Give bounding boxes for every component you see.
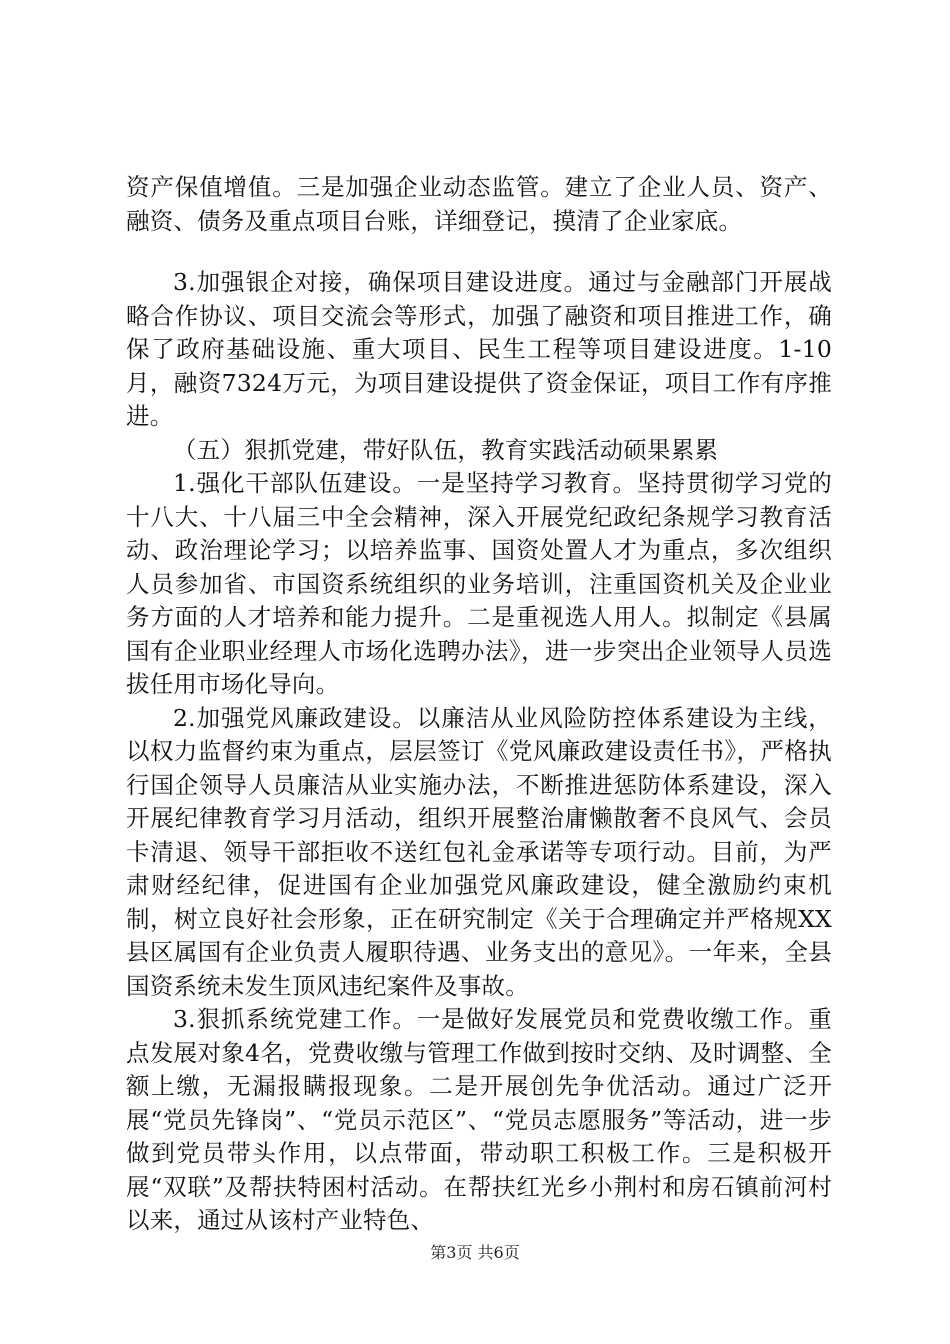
- page-number-footer: 第3页 共6页: [430, 1243, 520, 1262]
- paragraph-continuation: 资产保值增值。三是加强企业动态监管。建立了企业人员、资产、融资、债务及重点项目台账，详细登记，摸清了企业家底。: [126, 173, 832, 235]
- section-heading-party-building: （五）狠抓党建，带好队伍，教育实践活动硕果累累: [173, 435, 719, 464]
- paragraph-cadre-building: 1.强化干部队伍建设。一是坚持学习教育。坚持贯彻学习党的十八大、十八届三中全会精神，深入开展党纪政纪条规学习教育活动、政治理论学习；以培养监事、国资处置人才为重点，多次组织人员参加省、市国资系统组织的业务培训，注重国资机关及企业业务方面的人才培养和能力提升。二是重视选人用人。拟制定《县属国有企业职业经理人市场化选聘办法》，进一步突出企业领导人员选拔任用市场化导向。: [126, 469, 832, 698]
- paragraph-integrity-building: 2.加强党风廉政建设。以廉洁从业风险防控体系建设为主线，以权力监督约束为重点，层层签订《党风廉政建设责任书》，严格执行国企领导人员廉洁从业实施办法，不断推进惩防体系建设，深入开展纪律教育学习月活动，组织开展整治庸懒散奢不良风气、会员卡清退、领导干部拒收不送红包礼金承诺等专项行动。目前，为严肃财经纪律，促进国有企业加强党风廉政建设，健全激励约束机制，树立良好社会形象，正在研究制定《关于合理确定并严格规XX县区属国有企业负责人履职待遇、业务支出的意见》。一年来，全县国资系统未发生顶风违纪案件及事故。: [126, 703, 832, 1000]
- paragraph-bank-enterprise: 3.加强银企对接，确保项目建设进度。通过与金融部门开展战略合作协议、项目交流会等形式，加强了融资和项目推进工作，确保了政府基础设施、重大项目、民生工程等项目建设进度。1-10月，融资7324万元，为项目建设提供了资金保证，项目工作有序推进。: [126, 268, 832, 430]
- document-body: [126, 171, 832, 1238]
- paragraph-system-party-work: 3.狠抓系统党建工作。一是做好发展党员和党费收缴工作。重点发展对象4名，党费收缴与管理工作做到按时交纳、及时调整、全额上缴，无漏报瞒报现象。二是开展创先争优活动。通过广泛开展“党员先锋岗”、“党员示范区”、“党员志愿服务”等活动，进一步做到党员带头作用，以点带面，带动职工积极工作。三是积极开展“双联”及帮扶特困村活动。在帮扶红光乡小荆村和房石镇前河村以来，通过从该村产业特色、: [126, 1005, 832, 1234]
